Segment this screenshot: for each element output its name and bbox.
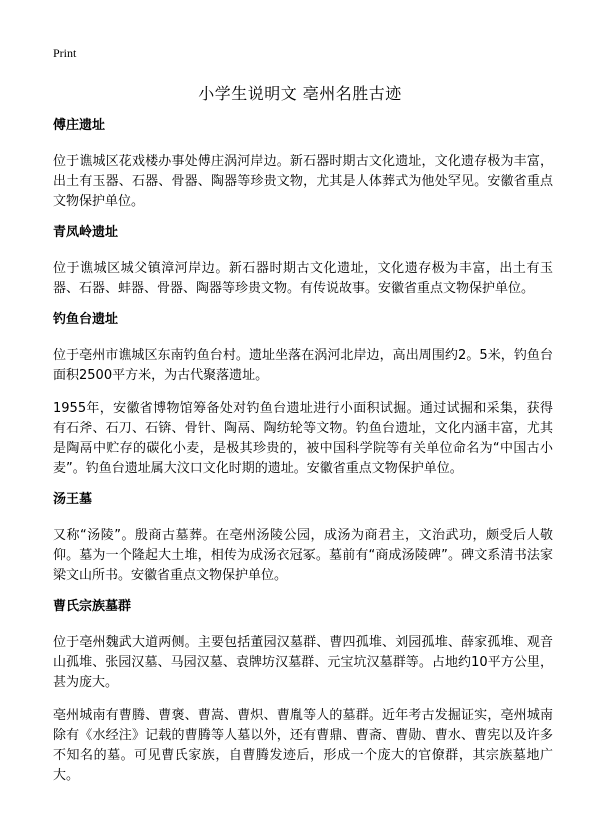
section-heading: 青凤岭遗址	[53, 225, 119, 240]
section-cao-clan-tombs	[53, 599, 553, 786]
section-paragraph: 1955年，安徽省博物馆筹备处对钓鱼台遗址进行小面积试掘。通过试掘和采集，获得有石斧、石刀、石锛、骨针、陶鬲、陶纺轮等文物。钓鱼台遗址，文化内涵丰富，尤其是陶鬲中贮存的碳化小麦，是极其珍贵的，被中国科学院等有关单位命名为“中国古小麦”。钓鱼台遗址属大汶口文化时期的遗址。安徽省重点文物保护单位。	[53, 401, 553, 476]
print-link[interactable]: Print	[53, 46, 77, 60]
section-heading: 汤王墓	[53, 492, 93, 507]
section-qingfengling-site	[53, 225, 553, 299]
section-paragraph: 亳州城南有曹腾、曹褒、曹嵩、曹炽、曹胤等人的墓群。近年考古发掘证实，亳州城南除有《水经注》记载的曹腾等人墓以外，还有曹鼎、曹斋、曹勋、曹水、曹宪以及许多不知名的墓。可见曹氏家族，自曹腾发迹后，形成一个庞大的官僚群，其宗族墓地广大。	[53, 708, 553, 783]
section-diaoyutai-site	[53, 312, 553, 479]
section-heading: 曹氏宗族墓群	[53, 599, 132, 614]
section-heading: 钓鱼台遗址	[53, 312, 119, 327]
section-heading: 傅庄遗址	[53, 118, 106, 133]
section-tangwang-tomb	[53, 492, 553, 586]
section-paragraph: 位于亳州市谯城区东南钓鱼台村。遗址坐落在涡河北岸边，高出周围约2。5米，钓鱼台面积2500平方米，为古代聚落遗址。	[53, 348, 553, 383]
section-paragraph: 又称“汤陵”。殷商古墓葬。在亳州汤陵公园，成汤为商君主，文治武功，颇受后人敬仰。墓为一个隆起大土堆，相传为成汤衣冠冢。墓前有“商成汤陵碑”。碑文系清书法家梁文山所书。安徽省重点文物保护单位。	[53, 528, 553, 583]
page-title: 小学生说明文 亳州名胜古迹	[198, 84, 402, 103]
section-paragraph: 位于谯城区城父镇漳河岸边。新石器时期古文化遗址，文化遗存极为丰富，出土有玉器、石器、蚌器、骨器、陶器等珍贵文物。有传说故事。安徽省重点文物保护单位。	[53, 261, 553, 296]
section-fuzhuang-site	[53, 118, 553, 212]
section-paragraph: 位于亳州魏武大道两侧。主要包括董园汉墓群、曹四孤堆、刘园孤堆、薛家孤堆、观音山孤堆、张园汉墓、马园汉墓、袁牌坊汉墓群、元宝坑汉墓群等。占地约10平方公里，甚为庞大。	[53, 635, 553, 690]
section-paragraph: 位于谯城区花戏楼办事处傅庄涡河岸边。新石器时期古文化遗址，文化遗存极为丰富，出土有玉器、石器、骨器、陶器等珍贵文物，尤其是人体葬式为他处罕见。安徽省重点文物保护单位。	[53, 154, 553, 209]
article-body	[53, 118, 553, 799]
